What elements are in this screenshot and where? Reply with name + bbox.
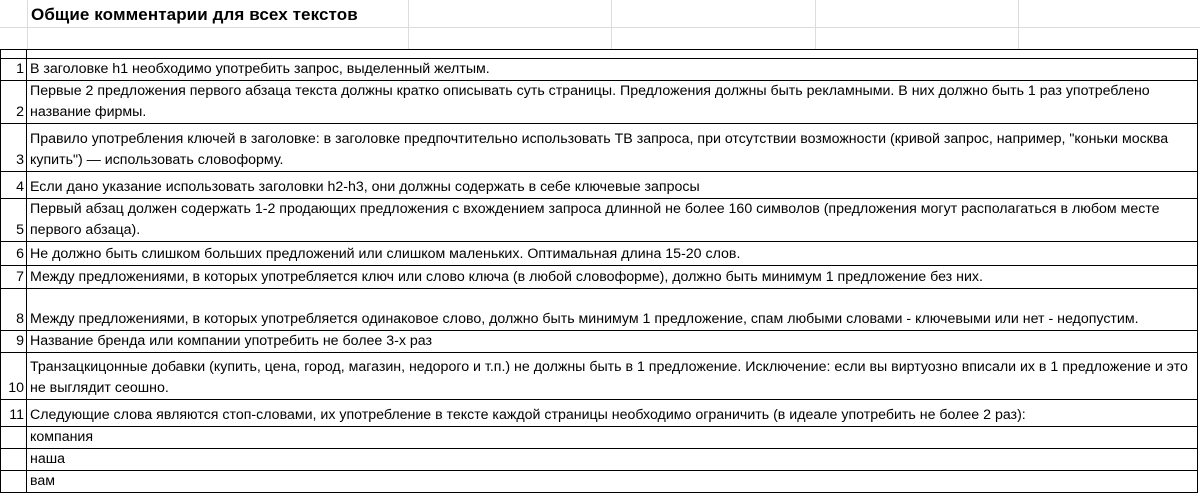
table-row [1, 289, 1198, 331]
rule-number[interactable]: 11 [1, 400, 27, 427]
rule-text[interactable]: Не должно быть слишком больших предложений или слишком маленьких. Оптимальная длина 15-20 слов. [27, 242, 1198, 266]
rule-number[interactable]: 3 [1, 124, 27, 172]
stop-word[interactable]: вам [27, 471, 1198, 493]
rule-number[interactable]: 4 [1, 172, 27, 199]
page-title: Общие комментарии для всех текстов [31, 5, 358, 24]
gridline [0, 27, 1200, 28]
table-row [1, 50, 1198, 59]
table-row [1, 427, 1198, 449]
rule-number[interactable]: 2 [1, 81, 27, 124]
rule-text[interactable]: Следующие слова являются стоп-словами, их употребление в тексте каждой страницы необходимо ограничить (в идеале употребить не более 2 раз): [27, 400, 1198, 427]
rule-text[interactable]: Первые 2 предложения первого абзаца текста должны кратко описывать суть страницы. Предложения должны быть рекламными. В них должно быть 1 раз употреблено название фирмы. [27, 81, 1198, 124]
table-row [1, 124, 1198, 172]
rule-number[interactable]: 1 [1, 59, 27, 81]
rule-number[interactable]: 10 [1, 353, 27, 400]
rule-text[interactable]: Правило употребления ключей в заголовке: в заголовке предпочтительно использовать ТВ запроса, при отсутствии возможности (кривой запрос, например, "коньки москва купить") — использовать словоформу. [27, 124, 1198, 172]
rule-text[interactable]: В заголовке h1 необходимо употребить запрос, выделенный желтым. [27, 59, 1198, 81]
rule-number[interactable] [1, 50, 27, 59]
table-row [1, 331, 1198, 353]
rules-table [0, 49, 1198, 493]
rule-number[interactable] [1, 449, 27, 471]
rule-number[interactable] [1, 427, 27, 449]
rule-text[interactable]: Первый абзац должен содержать 1-2 продающих предложения с вхождением запроса длинной не более 160 символов (предложения могут располагаться в любом месте первого абзаца). [27, 199, 1198, 242]
rule-text[interactable]: Между предложениями, в которых употребляется ключ или слово ключа (в любой словоформе), должно быть минимум 1 предложение без них. [27, 266, 1198, 289]
rule-number[interactable]: 6 [1, 242, 27, 266]
table-row [1, 471, 1198, 493]
rule-number[interactable]: 7 [1, 266, 27, 289]
table-row [1, 242, 1198, 266]
rule-number[interactable]: 5 [1, 199, 27, 242]
table-row [1, 449, 1198, 471]
rule-text[interactable]: Название бренда или компании употребить не более 3-х раз [27, 331, 1198, 353]
rule-text[interactable] [27, 50, 1198, 59]
table-row [1, 81, 1198, 124]
table-row [1, 199, 1198, 242]
rule-number[interactable]: 8 [1, 289, 27, 331]
rule-text[interactable]: Если дано указание использовать заголовки h2-h3, они должны содержать в себе ключевые запросы [27, 172, 1198, 199]
table-row [1, 266, 1198, 289]
stop-word[interactable]: наша [27, 449, 1198, 471]
rule-number[interactable]: 9 [1, 331, 27, 353]
table-row [1, 59, 1198, 81]
rule-number[interactable] [1, 471, 27, 493]
stop-word[interactable]: компания [27, 427, 1198, 449]
table-row [1, 172, 1198, 199]
table-row [1, 353, 1198, 400]
rule-text[interactable]: Между предложениями, в которых употребляется одинаковое слово, должно быть минимум 1 предложение, спам любыми словами - ключевыми или нет - недопустим. [27, 289, 1198, 331]
rule-text[interactable]: Транзацкицонные добавки (купить, цена, город, магазин, недорого и т.п.) не должны быть в 1 предложение. Исключение: если вы виртуозно вписали их в 1 предложение и это не выглядит сеошно. [27, 353, 1198, 400]
table-row [1, 400, 1198, 427]
